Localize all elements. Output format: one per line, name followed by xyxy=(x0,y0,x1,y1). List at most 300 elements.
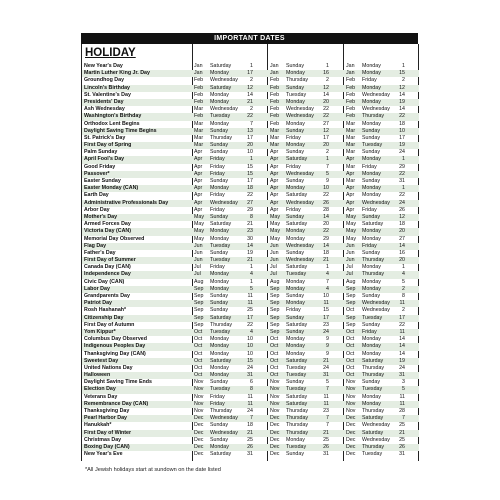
date-cell: 29 xyxy=(399,163,405,170)
month-cell: Sep xyxy=(346,314,356,321)
date-cell: 12 xyxy=(399,213,405,220)
date-cell: 19 xyxy=(399,98,405,105)
month-cell: Oct xyxy=(346,336,355,343)
month-cell: Apr xyxy=(346,192,355,199)
month-cell: Dec xyxy=(194,436,204,443)
holiday-name: Arbor Day xyxy=(84,206,110,213)
weekday-cell: Saturday xyxy=(286,156,308,163)
date-cell: 22 xyxy=(399,321,405,328)
date-cell: 23 xyxy=(323,408,329,414)
weekday-cell: Monday xyxy=(286,285,305,292)
date-cell: 22 xyxy=(399,170,405,177)
date-cell: 22 xyxy=(247,113,253,120)
weekday-cell: Monday xyxy=(210,285,229,292)
holiday-name: Citizenship Day xyxy=(84,314,124,321)
footnote: *All Jewish holidays start at sundown on the date listed xyxy=(85,467,221,473)
month-cell: Feb xyxy=(270,113,280,120)
month-cell: Oct xyxy=(346,357,355,364)
month-cell: Apr xyxy=(270,192,279,199)
month-cell: Oct xyxy=(346,343,355,350)
date-cell: 11 xyxy=(399,328,405,335)
month-cell: Jun xyxy=(270,249,279,256)
month-cell: Jul xyxy=(346,264,353,271)
holiday-row xyxy=(82,92,419,99)
month-cell: Mar xyxy=(194,120,204,127)
weekday-cell: Monday xyxy=(286,228,305,235)
date-cell: 27 xyxy=(399,235,405,242)
date-cell: 17 xyxy=(247,314,253,321)
month-cell: Oct xyxy=(346,372,355,379)
weekday-cell: Sunday xyxy=(286,213,304,220)
weekday-cell: Wednesday xyxy=(362,106,390,113)
date-cell: 10 xyxy=(323,293,329,299)
holiday-name: Ash Wednesday xyxy=(84,106,125,113)
month-cell: Oct xyxy=(346,328,355,335)
holiday-name: Lincoln's Birthday xyxy=(84,84,130,91)
date-cell: 5 xyxy=(326,170,329,177)
holiday-name: Orthodox Lent Begins xyxy=(84,120,140,127)
holiday-row xyxy=(82,358,419,365)
holiday-row xyxy=(82,408,419,415)
month-cell: May xyxy=(194,235,205,242)
date-cell: 14 xyxy=(399,350,405,357)
weekday-cell: Tuesday xyxy=(362,451,383,458)
month-cell: Oct xyxy=(194,364,203,371)
weekday-cell: Saturday xyxy=(210,357,232,364)
holiday-name: Easter Sunday xyxy=(84,178,121,184)
holiday-row xyxy=(82,300,419,307)
holiday-row xyxy=(82,415,419,422)
date-cell: 9 xyxy=(326,336,329,343)
month-cell: Apr xyxy=(194,170,203,177)
holiday-name: Earth Day xyxy=(84,192,109,199)
weekday-cell: Monday xyxy=(210,364,229,371)
month-cell: Dec xyxy=(194,443,204,450)
weekday-cell: Monday xyxy=(286,350,305,357)
date-cell: 14 xyxy=(247,91,253,98)
holiday-name: United Nations Day xyxy=(84,364,133,371)
month-cell: Feb xyxy=(346,106,356,113)
date-cell: 21 xyxy=(323,429,329,436)
date-cell: 11 xyxy=(247,293,253,299)
month-cell: Feb xyxy=(346,91,356,98)
weekday-cell: Friday xyxy=(210,156,225,163)
date-cell: 10 xyxy=(247,350,253,357)
month-cell: Sep xyxy=(270,307,280,314)
holiday-name: New Year's Day xyxy=(84,63,123,69)
date-cell: 17 xyxy=(399,134,405,141)
date-cell: 15 xyxy=(247,170,253,177)
date-cell: 7 xyxy=(250,415,253,422)
holiday-name: St. Valentine's Day xyxy=(84,91,131,98)
weekday-cell: Monday xyxy=(362,285,381,292)
month-cell: Apr xyxy=(270,149,279,156)
weekday-cell: Saturday xyxy=(210,221,232,228)
date-cell: 17 xyxy=(323,134,329,141)
date-cell: 28 xyxy=(323,206,329,213)
month-cell: May xyxy=(270,228,281,235)
month-cell: Sep xyxy=(270,285,280,292)
month-cell: Jan xyxy=(194,63,203,69)
date-cell: 5 xyxy=(402,278,405,285)
holiday-row xyxy=(82,451,419,458)
month-cell: Nov xyxy=(270,393,280,400)
holiday-row xyxy=(82,271,419,278)
holiday-row xyxy=(82,77,419,84)
weekday-cell: Monday xyxy=(210,350,229,357)
month-cell: Dec xyxy=(194,422,204,429)
holiday-name: Boxing Day (CAN) xyxy=(84,443,130,450)
weekday-cell: Thursday xyxy=(286,415,309,422)
weekday-cell: Sunday xyxy=(286,293,304,299)
date-cell: 2 xyxy=(250,77,253,84)
month-cell: Apr xyxy=(194,206,203,213)
weekday-cell: Tuesday xyxy=(286,271,307,278)
weekday-cell: Friday xyxy=(210,264,225,271)
weekday-cell: Thursday xyxy=(362,113,385,120)
month-cell: Sep xyxy=(346,321,356,328)
weekday-cell: Monday xyxy=(210,70,229,77)
month-cell: Sep xyxy=(346,293,356,299)
month-cell: Jul xyxy=(270,271,277,278)
month-cell: Feb xyxy=(346,98,356,105)
weekday-cell: Sunday xyxy=(362,213,380,220)
weekday-cell: Wednesday xyxy=(362,91,390,98)
holiday-row xyxy=(82,322,419,329)
month-cell: Oct xyxy=(194,328,203,335)
date-cell: 22 xyxy=(247,192,253,199)
holiday-name: Presidents' Day xyxy=(84,98,124,105)
date-cell: 2 xyxy=(402,307,405,314)
holiday-row xyxy=(82,178,419,185)
month-cell: May xyxy=(270,221,281,228)
date-cell: 17 xyxy=(247,178,253,184)
date-cell: 11 xyxy=(323,393,329,400)
weekday-cell: Saturday xyxy=(362,221,384,228)
month-cell: May xyxy=(346,235,357,242)
weekday-cell: Friday xyxy=(210,400,225,407)
month-cell: Sep xyxy=(270,293,280,299)
date-cell: 1 xyxy=(250,278,253,285)
weekday-cell: Monday xyxy=(286,436,305,443)
date-cell: 27 xyxy=(323,120,329,127)
date-cell: 20 xyxy=(399,228,405,235)
month-cell: Nov xyxy=(346,408,356,414)
weekday-cell: Saturday xyxy=(286,264,308,271)
month-cell: Feb xyxy=(194,98,204,105)
holiday-row xyxy=(82,99,419,106)
month-cell: Jul xyxy=(270,264,277,271)
month-cell: Sep xyxy=(194,314,204,321)
holiday-row xyxy=(82,135,419,142)
month-cell: Mar xyxy=(346,120,356,127)
date-cell: 1 xyxy=(250,264,253,271)
weekday-cell: Monday xyxy=(286,235,305,242)
holiday-name: Remembrance Day (CAN) xyxy=(84,400,149,407)
month-cell: Jun xyxy=(194,242,203,249)
weekday-cell: Saturday xyxy=(210,63,232,69)
month-cell: Sep xyxy=(270,328,280,335)
weekday-cell: Saturday xyxy=(210,314,232,321)
weekday-cell: Sunday xyxy=(210,436,228,443)
weekday-cell: Sunday xyxy=(286,149,304,156)
month-cell: Dec xyxy=(270,451,280,458)
month-cell: Aug xyxy=(194,278,204,285)
weekday-cell: Wednesday xyxy=(210,77,238,84)
weekday-cell: Monday xyxy=(210,336,229,343)
date-cell: 4 xyxy=(326,271,329,278)
holiday-name: Thanksgiving Day (CAN) xyxy=(84,350,146,357)
holiday-name: Martin Luther King Jr. Day xyxy=(84,70,150,77)
date-cell: 18 xyxy=(247,422,253,429)
date-cell: 1 xyxy=(402,156,405,163)
month-cell: Mar xyxy=(194,142,204,149)
month-cell: Jan xyxy=(194,70,203,77)
weekday-cell: Thursday xyxy=(286,77,309,84)
weekday-cell: Saturday xyxy=(286,321,308,328)
date-cell: 25 xyxy=(323,436,329,443)
date-cell: 22 xyxy=(323,228,329,235)
date-cell: 19 xyxy=(247,249,253,256)
date-cell: 19 xyxy=(399,142,405,149)
date-cell: 25 xyxy=(247,307,253,314)
weekday-cell: Monday xyxy=(362,350,381,357)
month-cell: Mar xyxy=(270,127,280,134)
date-cell: 7 xyxy=(402,415,405,422)
weekday-cell: Wednesday xyxy=(286,170,314,177)
weekday-cell: Sunday xyxy=(362,293,380,299)
date-cell: 14 xyxy=(323,242,329,249)
month-cell: Dec xyxy=(270,436,280,443)
weekday-cell: Monday xyxy=(362,400,381,407)
date-cell: 12 xyxy=(247,84,253,91)
date-cell: 1 xyxy=(326,63,329,69)
month-cell: Apr xyxy=(194,156,203,163)
holiday-row xyxy=(82,228,419,235)
month-cell: Feb xyxy=(346,77,356,84)
holiday-row xyxy=(82,63,419,70)
weekday-cell: Saturday xyxy=(362,429,384,436)
holiday-name: Halloween xyxy=(84,372,111,379)
month-cell: Mar xyxy=(270,142,280,149)
holiday-name: First Day of Summer xyxy=(84,257,136,264)
month-cell: Apr xyxy=(194,149,203,156)
weekday-cell: Sunday xyxy=(210,178,228,184)
month-cell: Aug xyxy=(346,278,356,285)
holiday-name: Father's Day xyxy=(84,249,116,256)
date-cell: 31 xyxy=(323,372,329,379)
holiday-name: St. Patrick's Day xyxy=(84,134,126,141)
month-cell: May xyxy=(194,228,205,235)
holiday-row xyxy=(82,128,419,135)
date-cell: 11 xyxy=(399,300,405,307)
weekday-cell: Sunday xyxy=(286,249,304,256)
weekday-cell: Saturday xyxy=(210,84,232,91)
date-cell: 5 xyxy=(326,379,329,386)
date-cell: 24 xyxy=(399,364,405,371)
date-cell: 14 xyxy=(247,242,253,249)
weekday-cell: Tuesday xyxy=(286,91,307,98)
holiday-name: Columbus Day Observed xyxy=(84,336,147,343)
date-cell: 31 xyxy=(399,178,405,184)
weekday-cell: Saturday xyxy=(286,357,308,364)
weekday-cell: Monday xyxy=(210,372,229,379)
weekday-cell: Monday xyxy=(362,156,381,163)
weekday-cell: Thursday xyxy=(286,422,309,429)
date-cell: 22 xyxy=(323,106,329,113)
date-cell: 27 xyxy=(247,199,253,206)
month-cell: Mar xyxy=(194,106,204,113)
weekday-cell: Thursday xyxy=(362,271,385,278)
holiday-name: April Fool's Day xyxy=(84,156,125,163)
month-cell: Jul xyxy=(346,271,353,278)
holiday-name: Passover* xyxy=(84,170,110,177)
date-cell: 20 xyxy=(247,142,253,149)
holiday-name: Veterans Day xyxy=(84,393,118,400)
holiday-row xyxy=(82,70,419,77)
weekday-cell: Wednesday xyxy=(362,436,390,443)
weekday-cell: Wednesday xyxy=(210,429,238,436)
month-cell: Nov xyxy=(194,386,204,393)
weekday-cell: Friday xyxy=(210,170,225,177)
date-cell: 31 xyxy=(247,372,253,379)
date-cell: 18 xyxy=(399,221,405,228)
holiday-row xyxy=(82,343,419,350)
weekday-cell: Wednesday xyxy=(362,307,390,314)
holiday-name: Pearl Harbor Day xyxy=(84,415,127,422)
date-cell: 6 xyxy=(250,379,253,386)
holiday-name: Groundhog Day xyxy=(84,77,125,84)
month-cell: Jun xyxy=(270,257,279,264)
month-cell: Apr xyxy=(194,163,203,170)
month-cell: Oct xyxy=(270,336,279,343)
month-cell: Feb xyxy=(346,113,356,120)
weekday-cell: Tuesday xyxy=(210,113,231,120)
month-cell: Apr xyxy=(270,178,279,184)
holiday-row xyxy=(82,149,419,156)
date-cell: 11 xyxy=(323,300,329,307)
weekday-cell: Wednesday xyxy=(286,113,314,120)
holiday-row xyxy=(82,164,419,171)
date-cell: 31 xyxy=(323,451,329,458)
month-cell: Apr xyxy=(194,178,203,184)
holiday-name: Yom Kippur* xyxy=(84,328,116,335)
holiday-name: Christmas Day xyxy=(84,436,122,443)
date-cell: 20 xyxy=(323,142,329,149)
weekday-cell: Monday xyxy=(286,300,305,307)
date-cell: 8 xyxy=(250,386,253,393)
date-cell: 23 xyxy=(323,321,329,328)
weekday-cell: Monday xyxy=(362,264,381,271)
weekday-cell: Monday xyxy=(286,70,305,77)
weekday-cell: Tuesday xyxy=(286,386,307,393)
holiday-row xyxy=(82,142,419,149)
weekday-cell: Thursday xyxy=(210,321,233,328)
date-cell: 2 xyxy=(326,77,329,84)
date-cell: 9 xyxy=(326,343,329,350)
holiday-name: Sweetest Day xyxy=(84,357,119,364)
weekday-cell: Wednesday xyxy=(210,106,238,113)
date-cell: 10 xyxy=(247,336,253,343)
date-cell: 1 xyxy=(326,156,329,163)
month-cell: Nov xyxy=(194,379,204,386)
weekday-cell: Sunday xyxy=(286,451,304,458)
holiday-row xyxy=(82,214,419,221)
month-cell: Apr xyxy=(346,156,355,163)
month-cell: Feb xyxy=(194,77,204,84)
date-cell: 17 xyxy=(247,70,253,77)
month-cell: Apr xyxy=(270,206,279,213)
month-cell: Feb xyxy=(270,98,280,105)
date-cell: 5 xyxy=(402,386,405,393)
date-cell: 1 xyxy=(402,185,405,192)
weekday-cell: Sunday xyxy=(362,149,380,156)
holiday-name: Labor Day xyxy=(84,285,110,292)
weekday-cell: Sunday xyxy=(286,314,304,321)
month-cell: Mar xyxy=(270,134,280,141)
weekday-cell: Monday xyxy=(362,84,381,91)
month-cell: Nov xyxy=(346,393,356,400)
date-cell: 29 xyxy=(323,235,329,242)
weekday-cell: Friday xyxy=(362,242,377,249)
holiday-row xyxy=(82,156,419,163)
date-cell: 31 xyxy=(399,451,405,458)
month-cell: Nov xyxy=(270,379,280,386)
date-cell: 7 xyxy=(326,415,329,422)
page-header: IMPORTANT DATES xyxy=(81,33,418,44)
date-cell: 14 xyxy=(399,242,405,249)
month-cell: Jul xyxy=(194,264,201,271)
holiday-row xyxy=(82,401,419,408)
holiday-row xyxy=(82,437,419,444)
holiday-row xyxy=(82,279,419,286)
weekday-cell: Monday xyxy=(210,271,229,278)
weekday-cell: Wednesday xyxy=(210,199,238,206)
weekday-cell: Tuesday xyxy=(210,386,231,393)
weekday-cell: Saturday xyxy=(286,221,308,228)
date-cell: 14 xyxy=(399,91,405,98)
date-cell: 20 xyxy=(323,98,329,105)
date-cell: 25 xyxy=(247,436,253,443)
weekday-cell: Saturday xyxy=(286,192,308,199)
weekday-cell: Thursday xyxy=(362,364,385,371)
date-cell: 22 xyxy=(399,113,405,120)
date-cell: 4 xyxy=(326,285,329,292)
weekday-cell: Tuesday xyxy=(286,372,307,379)
holiday-row xyxy=(82,329,419,336)
holiday-row xyxy=(82,250,419,257)
holiday-name: Good Friday xyxy=(84,163,116,170)
date-cell: 17 xyxy=(323,314,329,321)
weekday-cell: Wednesday xyxy=(286,106,314,113)
date-cell: 13 xyxy=(247,127,253,134)
weekday-cell: Tuesday xyxy=(362,386,383,393)
weekday-cell: Monday xyxy=(286,343,305,350)
date-cell: 17 xyxy=(247,134,253,141)
month-cell: Oct xyxy=(270,350,279,357)
weekday-cell: Wednesday xyxy=(286,199,314,206)
month-cell: Oct xyxy=(194,336,203,343)
holiday-row xyxy=(82,106,419,113)
date-cell: 20 xyxy=(323,221,329,228)
date-cell: 28 xyxy=(399,408,405,414)
weekday-cell: Sunday xyxy=(362,178,380,184)
date-cell: 7 xyxy=(326,163,329,170)
date-cell: 12 xyxy=(399,84,405,91)
holiday-name: Daylight Saving Time Begins xyxy=(84,127,157,134)
month-cell: Sep xyxy=(194,300,204,307)
weekday-cell: Thursday xyxy=(210,134,233,141)
